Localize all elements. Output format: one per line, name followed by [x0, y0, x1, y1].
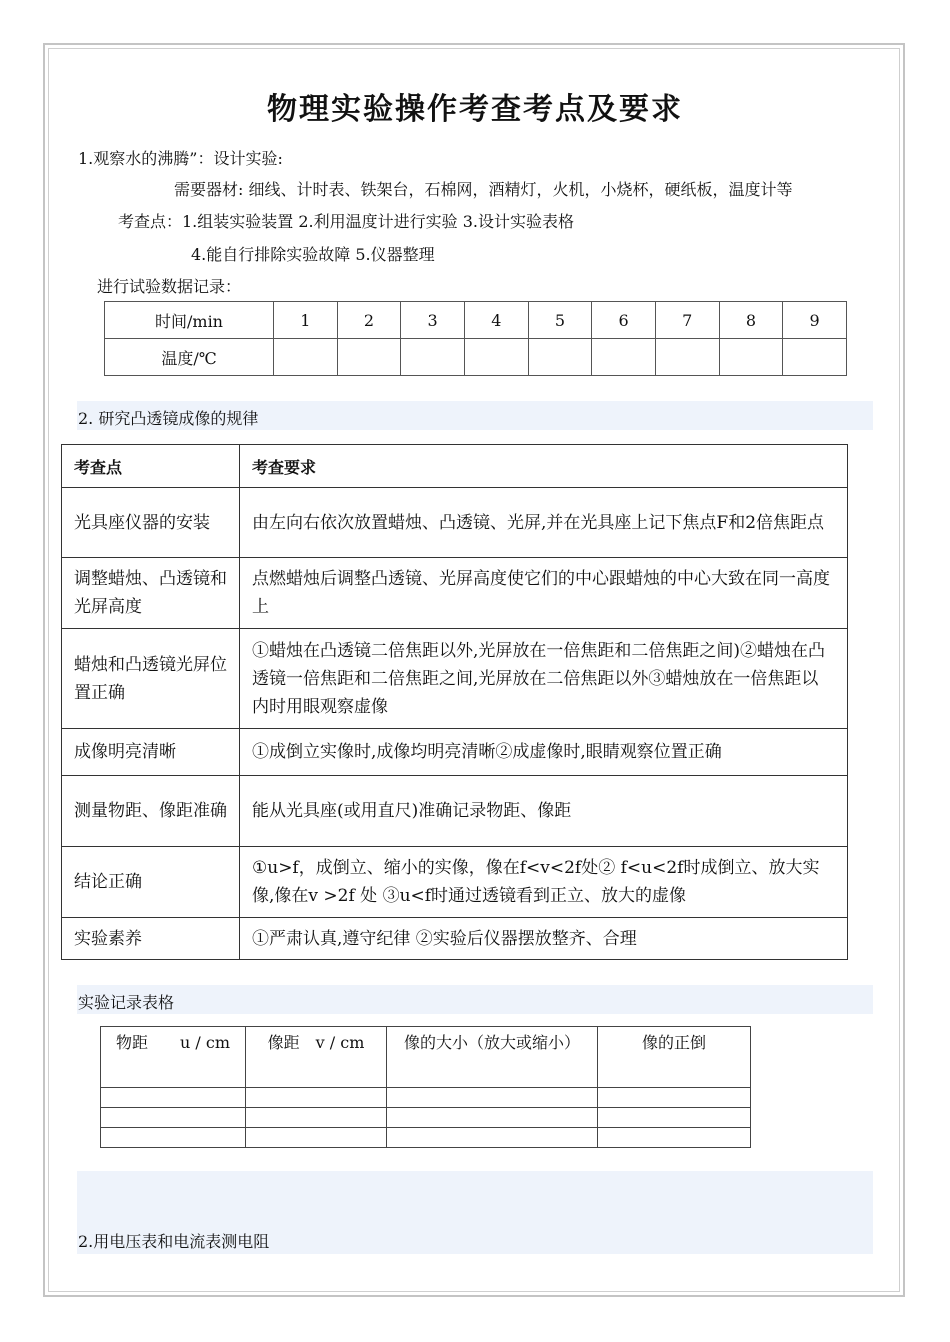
record-cell: [246, 1088, 387, 1108]
requirement-cell: ①u>f，成倒立、缩小的实像，像在f<v<2f处② f<u<2f时成倒立、放大实像,像在v >2f 处 ③u<f时通过透镜看到正立、放大的虚像: [240, 847, 848, 918]
time-cell: 6: [592, 302, 656, 339]
temperature-cell: [528, 339, 592, 376]
section1-heading: 1.观察水的沸腾”：设计实验:: [78, 149, 283, 168]
section2-heading: 2. 研究凸透镜成像的规律: [78, 409, 259, 428]
temperature-cell: [783, 339, 847, 376]
record-cell: [598, 1108, 751, 1128]
header-image-distance: 像距 v / cm: [246, 1027, 387, 1088]
record-cell: [101, 1108, 246, 1128]
section4-heading: 2.用电压表和电流表测电阻: [78, 1232, 270, 1251]
exam-points-line2: 4.能自行排除实验故障 5.仪器整理: [191, 245, 435, 264]
lens-exam-table: [61, 444, 848, 960]
time-cell: 8: [719, 302, 783, 339]
record-label: 进行试验数据记录：: [97, 277, 242, 296]
exam-point-cell: 调整蜡烛、凸透镜和光屏高度: [62, 558, 240, 629]
temperature-cell: [274, 339, 338, 376]
time-cell: 7: [655, 302, 719, 339]
requirement-cell: 能从光具座(或用直尺)准确记录物距、像距: [240, 776, 848, 847]
exam-point-cell: 测量物距、像距准确: [62, 776, 240, 847]
equipment-list: 需要器材: 细线、计时表、铁架台，石棉网，酒精灯，火机，小烧杯，硬纸板，温度计等: [174, 180, 793, 199]
header-exam-point: 考查点: [62, 445, 240, 488]
temperature-cell: [592, 339, 656, 376]
time-cell: 2: [337, 302, 401, 339]
table-row: [62, 776, 848, 847]
table-row: [101, 1088, 751, 1108]
temperature-cell: [719, 339, 783, 376]
requirement-cell: ①成倒立实像时,成像均明亮清晰②成虚像时,眼睛观察位置正确: [240, 729, 848, 776]
exam-point-cell: 蜡烛和凸透镜光屏位置正确: [62, 629, 240, 729]
record-cell: [387, 1108, 598, 1128]
table-row: [101, 1128, 751, 1148]
record-cell: [598, 1128, 751, 1148]
header-image-orientation: 像的正倒: [598, 1027, 751, 1088]
requirement-cell: ①严肃认真,遵守纪律 ②实验后仪器摆放整齐、合理: [240, 918, 848, 960]
exam-points-line1: 考查点：1.组装实验装置 2.利用温度计进行实验 3.设计实验表格: [118, 212, 574, 231]
record-cell: [387, 1128, 598, 1148]
header-object-distance: 物距 u / cm: [101, 1027, 246, 1088]
page-title: 物理实验操作考查考点及要求: [267, 92, 683, 127]
time-cell: 9: [783, 302, 847, 339]
record-cell: [101, 1128, 246, 1148]
exam-point-cell: 实验素养: [62, 918, 240, 960]
table-row: [62, 847, 848, 918]
record-cell: [246, 1128, 387, 1148]
exam-point-cell: 光具座仪器的安装: [62, 488, 240, 558]
table-row: [62, 629, 848, 729]
time-cell: 5: [528, 302, 592, 339]
temperature-cell: [464, 339, 528, 376]
temperature-label-cell: 温度/℃: [105, 339, 274, 376]
time-cell: 4: [464, 302, 528, 339]
record-cell: [598, 1088, 751, 1108]
exam-point-cell: 结论正确: [62, 847, 240, 918]
table-row: [62, 558, 848, 629]
record-cell: [101, 1088, 246, 1108]
lens-table-header: [62, 445, 848, 488]
temperature-row: [105, 339, 847, 376]
record-table-header: [101, 1027, 751, 1088]
time-cell: 3: [401, 302, 465, 339]
time-cell: 1: [274, 302, 338, 339]
section3-heading: 实验记录表格: [78, 993, 175, 1012]
requirement-cell: 点燃蜡烛后调整凸透镜、光屏高度使它们的中心跟蜡烛的中心大致在同一高度上: [240, 558, 848, 629]
requirement-cell: 由左向右依次放置蜡烛、凸透镜、光屏,并在光具座上记下焦点F和2倍焦距点: [240, 488, 848, 558]
time-row: [105, 302, 847, 339]
table-row: [101, 1108, 751, 1128]
table-row: [62, 488, 848, 558]
table-row: [62, 729, 848, 776]
record-cell: [246, 1108, 387, 1128]
table-row: [62, 918, 848, 960]
record-cell: [387, 1088, 598, 1108]
lens-record-table: [100, 1026, 751, 1148]
requirement-cell: ①蜡烛在凸透镜二倍焦距以外,光屏放在一倍焦距和二倍焦距之间)②蜡烛在凸透镜一倍焦距和二倍焦距之间,光屏放在二倍焦距以外③蜡烛放在一倍焦距以内时用眼观察虚像: [240, 629, 848, 729]
boiling-data-table: [104, 301, 847, 376]
temperature-cell: [401, 339, 465, 376]
header-image-size: 像的大小（放大或缩小）: [387, 1027, 598, 1088]
exam-point-cell: 成像明亮清晰: [62, 729, 240, 776]
header-exam-requirement: 考查要求: [240, 445, 848, 488]
temperature-cell: [655, 339, 719, 376]
time-label-cell: 时间/min: [105, 302, 274, 339]
section3-heading-band: [77, 985, 873, 1014]
temperature-cell: [337, 339, 401, 376]
